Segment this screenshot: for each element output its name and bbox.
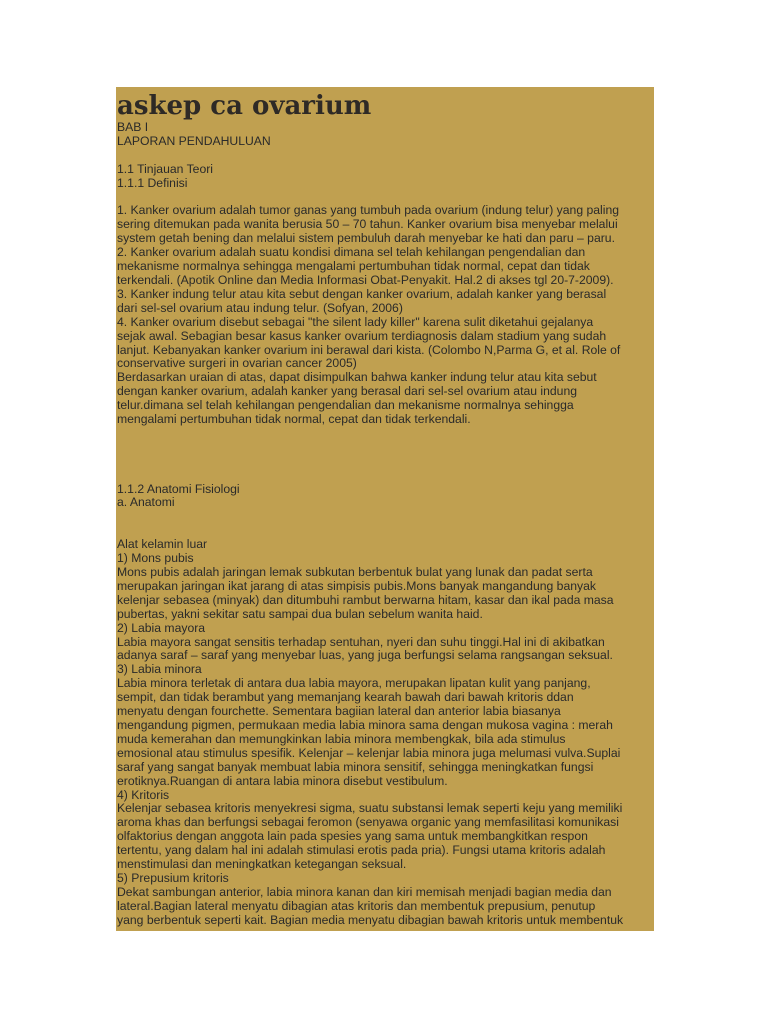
document-line: muda kemerahan dan memungkinkan labia minora membengkak, bila ada stimulus [117, 731, 566, 746]
document-line [117, 191, 654, 205]
document-line: lanjut. Kebanyakan kanker ovarium ini berawal dari kista. (Colombo N,Parma G, et al. Role of [117, 342, 621, 357]
document-title: askep ca ovarium [117, 91, 372, 121]
document-line: BAB I [117, 120, 149, 134]
document-line: terkendali. (Apotik Online dan Media Informasi Obat-Penyakit. Hal.2 di akses tgl 20-7-2009). [117, 272, 614, 287]
document-line: Labia minora terletak di antara dua labia mayora, merupakan lipatan kulit yang panjang, [117, 676, 591, 691]
document-line: olfaktorius dengan anggota lain pada spesies yang sama untuk membangkitkan respon [117, 829, 588, 844]
document-line [117, 469, 654, 483]
document-line [117, 510, 654, 524]
document-line: 5) Prepusium kritoris [117, 870, 229, 885]
document-line: 2) Labia mayora [117, 620, 206, 635]
document-line: Mons pubis adalah jaringan lemak subkutan berbentuk bulat yang lunak dan padat serta [117, 565, 593, 579]
document-line [117, 524, 654, 538]
document-line: tertentu, yang dalam hal ini adalah stimulasi erotis pada pria). Fungsi utama kritoris adalah [117, 843, 606, 858]
document-line [117, 455, 654, 469]
document-line: aroma khas dan berfungsi sebagai feromon (senyawa organic yang memfasilitasi komunikasi [117, 815, 619, 830]
document-line: mengandung pigmen, permukaan media labia minora sama dengan mukosa vagina : merah [117, 717, 613, 732]
document-line: erotiknya.Ruangan di antara labia minora disebut vestibulum. [117, 773, 448, 788]
document-line: 3) Labia minora [117, 662, 202, 677]
document-line: emosional atau stimulus spesifik. Kelenjar – kelenjar labia minora juga melumasi vulva.Suplai [117, 745, 621, 760]
document-line: lateral.Bagian lateral menyatu dibagian atas kritoris dan membentuk prepusium, penutup [117, 898, 596, 913]
document-line: sering ditemukan pada wanita berusia 50 – 70 tahun. Kanker ovarium bisa menyebar melalui [117, 217, 618, 232]
document-line: yang berbentuk seperti kait. Bagian media menyatu dibagian bawah kritoris untuk membentuk [117, 912, 624, 927]
document-line: Alat kelamin luar [117, 537, 208, 552]
document-line: 1) Mons pubis [117, 551, 194, 566]
document-line: 4. Kanker ovarium disebut sebagai "the silent lady killer" karena sulit diketahui gejalanya [117, 314, 594, 329]
document-line: sejak awal. Sebagian besar kasus kanker ovarium terdiagnosis dalam stadium yang sudah [117, 328, 607, 343]
document-line: menyatu dengan fourchette. Sementara bagiian lateral dan anterior labia biasanya [117, 704, 561, 719]
document-line: 1. Kanker ovarium adalah tumor ganas yang tumbuh pada ovarium (indung telur) yang paling [117, 203, 620, 218]
document-line: dengan kanker ovarium, adalah kanker yang berasal dari sel-sel ovarium atau indung [117, 384, 578, 399]
document-line: 1.1 Tinjauan Teori [117, 161, 213, 176]
document-line: sempit, dan tidak berambut yang memanjang kearah bawah dari bawah kritoris ddan [117, 690, 574, 705]
document-body [117, 121, 654, 928]
document-line: 1.1.2 Anatomi Fisiologi [117, 481, 240, 496]
document-line: dari sel-sel ovarium atau indung telur. (Sofyan, 2006) [117, 300, 403, 315]
document-line: Berdasarkan uraian di atas, dapat disimpulkan bahwa kanker indung telur atau kita sebut [117, 370, 597, 385]
document-line: 1.1.1 Definisi [117, 175, 188, 190]
document-line: a. Anatomi [117, 495, 175, 510]
document-line: mengalami pertumbuhan tidak normal, cepat dan tidak terkendali. [117, 412, 471, 427]
document-line: saraf yang sangat banyak membuat labia minora sensitif, sehingga meningkatkan fungsi [117, 759, 594, 774]
document-line: 2. Kanker ovarium adalah suatu kondisi dimana sel telah kehilangan pengendalian dan [117, 245, 586, 260]
document-page [116, 87, 654, 931]
document-line: adanya saraf – saraf yang menyebar luas, yang juga berfungsi selama rangsangan seksual. [117, 648, 613, 663]
document-line: Dekat sambungan anterior, labia minora kanan dan kiri memisah menjadi bagian media dan [117, 884, 612, 899]
document-line: telur.dimana sel telah kehilangan pengendalian dan mekanisme normalnya sehingga [117, 398, 574, 413]
document-line: 4) Kritoris [117, 787, 170, 802]
document-line: menstimulasi dan meningkatkan ketegangan seksual. [117, 857, 407, 872]
document-line [117, 441, 654, 455]
document-line: Labia mayora sangat sensitis terhadap sentuhan, nyeri dan suhu tinggi.Hal ini di akibatkan [117, 634, 605, 649]
document-line: pubertas, yakni sekitar satu sampai dua bulan sebelum wanita haid. [117, 606, 483, 621]
document-line: conservative surgeri in ovarian cancer 2005) [117, 356, 357, 371]
document-line: merupakan jaringan ikat jarang di atas simpisis pubis.Mons banyak mangandung banyak [117, 578, 596, 593]
document-line: 3. Kanker indung telur atau kita sebut dengan kanker ovarium, adalah kanker yang berasal [117, 286, 607, 301]
document-line: LAPORAN PENDAHULUAN [117, 133, 271, 148]
document-line: kelenjar sebasea (minyak) dan ditumbuhi rambut berwarna hitam, kasar dan ikal pada masa [117, 592, 614, 607]
document-line: mekanisme normalnya sehingga mengalami pertumbuhan tidak normal, cepat dan tidak [117, 259, 590, 274]
document-line: Kelenjar sebasea kritoris menyekresi sigma, suatu substansi lemak seperti keju yang memiliki [117, 801, 623, 816]
document-line [117, 149, 654, 163]
document-line [117, 427, 654, 441]
document-line: system getah bening dan melalui sistem pembuluh darah menyebar ke hati dan paru – paru. [117, 231, 615, 246]
